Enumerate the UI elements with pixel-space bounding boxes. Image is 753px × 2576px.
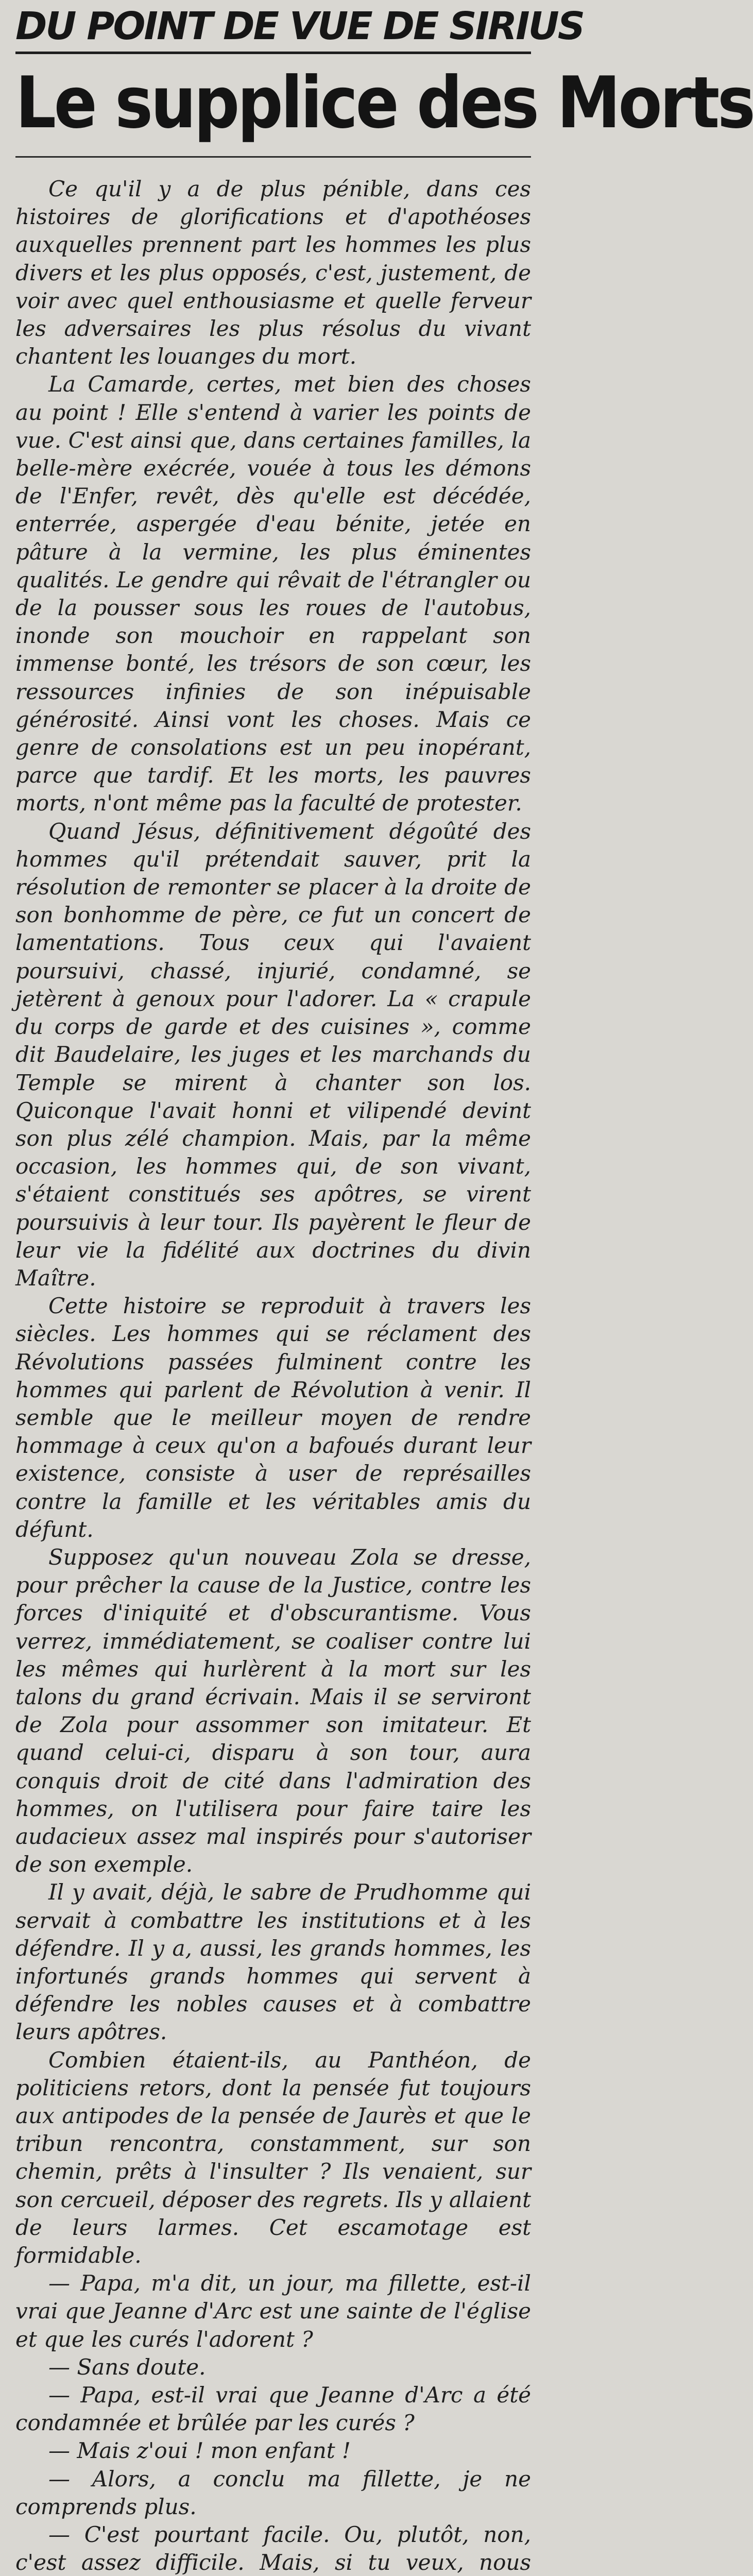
newspaper-column	[0, 2, 753, 2575]
paragraph: Il y avait, déjà, le sabre de Prudhomme qui servait à combattre les institutions et à les défendre. Il y a, aussi, les grands hommes, les infortunés grands hommes qui servent à défendre les nobles causes et à combattre leurs apôtres.	[15, 1879, 531, 2045]
paragraph: La Camarde, certes, met bien des choses au point ! Elle s'entend à varier les points de vue. C'est ainsi que, dans certaines familles, la belle-mère exécrée, vouée à tous les démons de l'Enfer, revêt, dès qu'elle est décédée, enterrée, aspergée d'eau bénite, jetée en pâture à la vermine, les plus éminentes qualités. Le gendre qui rêvait de l'étrangler ou de la pousser sous les roues de l'autobus, inonde son mouchoir en rappelant son immense bonté, les trésors de son cœur, les ressources infinies de son inépuisable générosité. Ainsi vont les choses. Mais ce genre de consolations est un peu inopérant, parce que tardif. Et les morts, les pauvres morts, n'ont même pas la faculté de protester.	[15, 371, 531, 816]
article-headline: Le supplice des Morts	[15, 61, 753, 144]
paragraph: Ce qu'il y a de plus pénible, dans ces histoires de glorifications et d'apothéoses auxquelles prennent part les hommes les plus divers et les plus opposés, c'est, justement, de voir avec quel enthousiasme et quelle ferveur les adversaires les plus résolus du vivant chantent les louanges du mort.	[15, 176, 531, 369]
dialogue-line: — Sans doute.	[48, 2354, 206, 2380]
paragraph: Supposez qu'un nouveau Zola se dresse, pour prêcher la cause de la Justice, contre les forces d'iniquité et d'obscurantisme. Vous verrez, immédiatement, se coaliser contre lui les mêmes qui hurlèrent à la mort sur les talons du grand écrivain. Mais il se serviront de Zola pour assommer son imitateur. Et quand celui-ci, disparu à son tour, aura conquis droit de cité dans l'admiration des hommes, on l'utilisera pour faire taire les audacieux assez mal inspirés pour s'autoriser de son exemple.	[15, 1544, 531, 1877]
paragraph: Cette histoire se reproduit à travers les siècles. Les hommes qui se réclament des Révolutions passées fulminent contre les hommes qui parlent de Révolution à venir. Il semble que le meilleur moyen de rendre hommage à ceux qu'on a bafoués durant leur existence, consiste à user de représailles contre la famille et les véritables amis du défunt.	[15, 1293, 531, 1542]
kicker-rule	[15, 52, 531, 54]
paragraph: Quand Jésus, définitivement dégoûté des hommes qu'il prétendait sauver, prit la résolution de remonter se placer à la droite de son bonhomme de père, ce fut un concert de lamentations. Tous ceux qui l'avaient poursuivi, chassé, injurié, condamné, se jetèrent à genoux pour l'adorer. La « crapule du corps de garde et des cuisines », comme dit Baudelaire, les juges et les marchands du Temple se mirent à chanter son los. Quiconque l'avait honni et vilipendé devint son plus zélé champion. Mais, par la même occasion, les hommes qui, de son vivant, s'étaient constitués ses apôtres, se virent poursuivis à leur tour. Ils payèrent le fleur de leur vie la fidélité aux doctrines du divin Maître.	[15, 818, 531, 1291]
paragraph: Combien étaient-ils, au Panthéon, de politiciens retors, dont la pensée fut toujours aux antipodes de la pensée de Jaurès et que le tribun rencontra, constamment, sur son chemin, prêts à l'insulter ? Ils venaient, sur son cercueil, déposer des regrets. Ils y allaient de leurs larmes. Cet escamotage est formidable.	[15, 2047, 531, 2268]
dialogue-line: — Alors, a conclu ma fillette, je ne comprends plus.	[15, 2466, 531, 2519]
dialogue-line: — Papa, est-il vrai que Jeanne d'Arc a été condamnée et brûlée par les curés ?	[15, 2382, 531, 2436]
article-body	[15, 175, 531, 2576]
dialogue-line: — Papa, m'a dit, un jour, ma fillette, est-il vrai que Jeanne d'Arc est une sainte de l'église et que les curés l'adorent ?	[15, 2270, 531, 2352]
column-kicker: DU POINT DE VUE DE SIRIUS	[15, 4, 584, 48]
dialogue-line: — C'est pourtant facile. Ou, plutôt, non, c'est assez difficile. Mais, si tu veux, nous	[15, 2522, 531, 2575]
dialogue-line: — Mais z'oui ! mon enfant !	[48, 2438, 351, 2464]
headline-rule	[15, 156, 531, 158]
